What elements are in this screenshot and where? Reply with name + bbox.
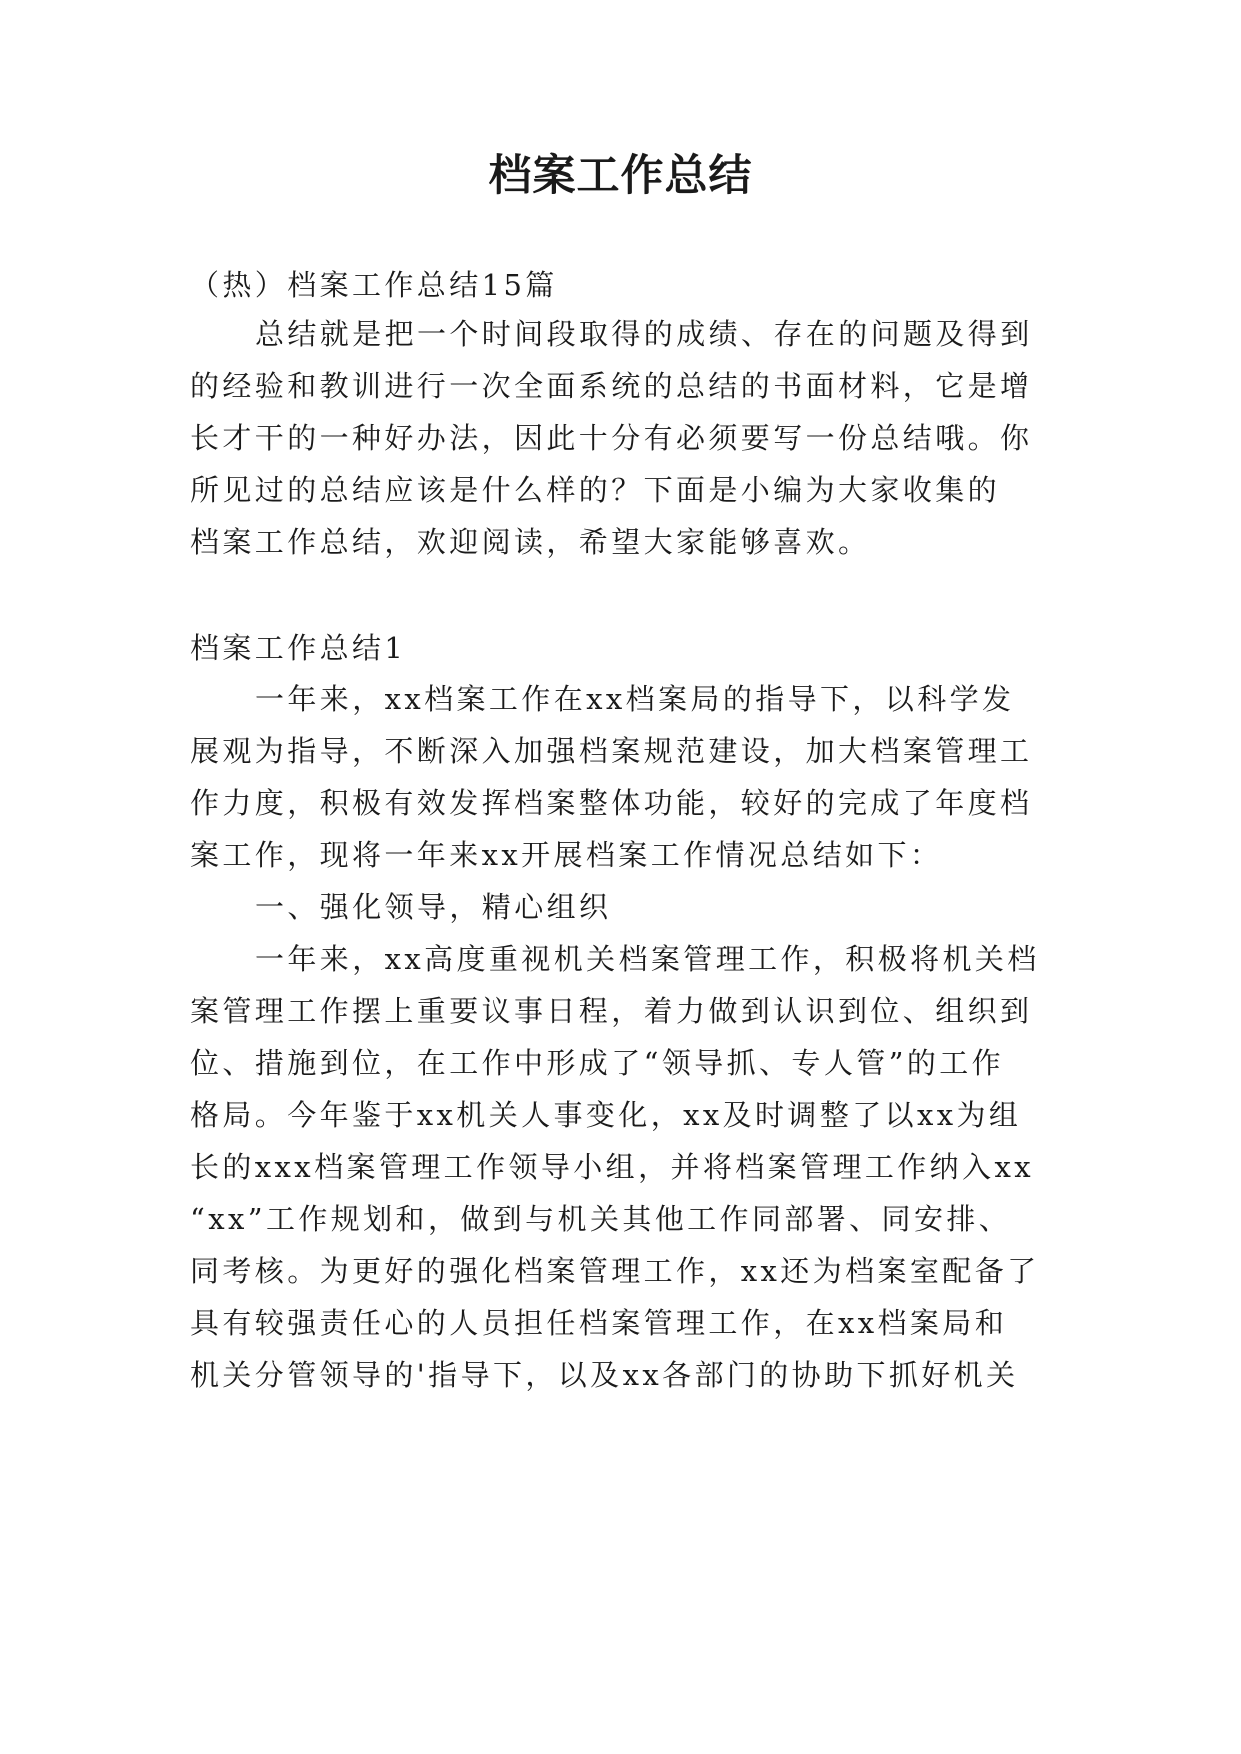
intro-line: 所见过的总结应该是什么样的？下面是小编为大家收集的 xyxy=(190,473,1001,507)
paragraph-line: 具有较强责任心的人员担任档案管理工作，在xx档案局和 xyxy=(190,1306,1008,1340)
paragraph-line: 案管理工作摆上重要议事日程，着力做到认识到位、组织到 xyxy=(190,994,1033,1028)
paragraph-line: 位、措施到位，在工作中形成了“领导抓、专人管”的工作 xyxy=(190,1046,1005,1080)
paragraph-line: 机关分管领导的'指导下，以及xx各部门的协助下抓好机关 xyxy=(190,1358,1019,1392)
paragraph-line: 长的xxx档案管理工作领导小组，并将档案管理工作纳入xx xyxy=(190,1150,1034,1184)
paragraph-line: 一年来，xx高度重视机关档案管理工作，积极将机关档 xyxy=(255,942,1040,976)
intro-line: 档案工作总结，欢迎阅读，希望大家能够喜欢。 xyxy=(190,525,871,559)
paragraph-line: 格局。今年鉴于xx机关人事变化，xx及时调整了以xx为组 xyxy=(190,1098,1022,1132)
intro-line: 总结就是把一个时间段取得的成绩、存在的问题及得到 xyxy=(255,317,1033,351)
paragraph-line: 一年来，xx档案工作在xx档案局的指导下，以科学发 xyxy=(255,682,1015,716)
intro-line: 长才干的一种好办法，因此十分有必须要写一份总结哦。你 xyxy=(190,421,1033,455)
document-subtitle: （热）档案工作总结15篇 xyxy=(190,268,558,302)
section-heading: 档案工作总结1 xyxy=(190,631,407,665)
paragraph-line: 案工作，现将一年来xx开展档案工作情况总结如下： xyxy=(190,838,943,872)
document-title: 档案工作总结 xyxy=(488,151,753,201)
section-subheading: 一、强化领导，精心组织 xyxy=(255,890,612,924)
intro-line: 的经验和教训进行一次全面系统的总结的书面材料，它是增 xyxy=(190,369,1033,403)
paragraph-line: 同考核。为更好的强化档案管理工作，xx还为档案室配备了 xyxy=(190,1254,1040,1288)
paragraph-line: 作力度，积极有效发挥档案整体功能，较好的完成了年度档 xyxy=(190,786,1033,820)
paragraph-line: 展观为指导，不断深入加强档案规范建设，加大档案管理工 xyxy=(190,734,1033,768)
paragraph-line: “xx”工作规划和，做到与机关其他工作同部署、同安排、 xyxy=(190,1202,1012,1236)
